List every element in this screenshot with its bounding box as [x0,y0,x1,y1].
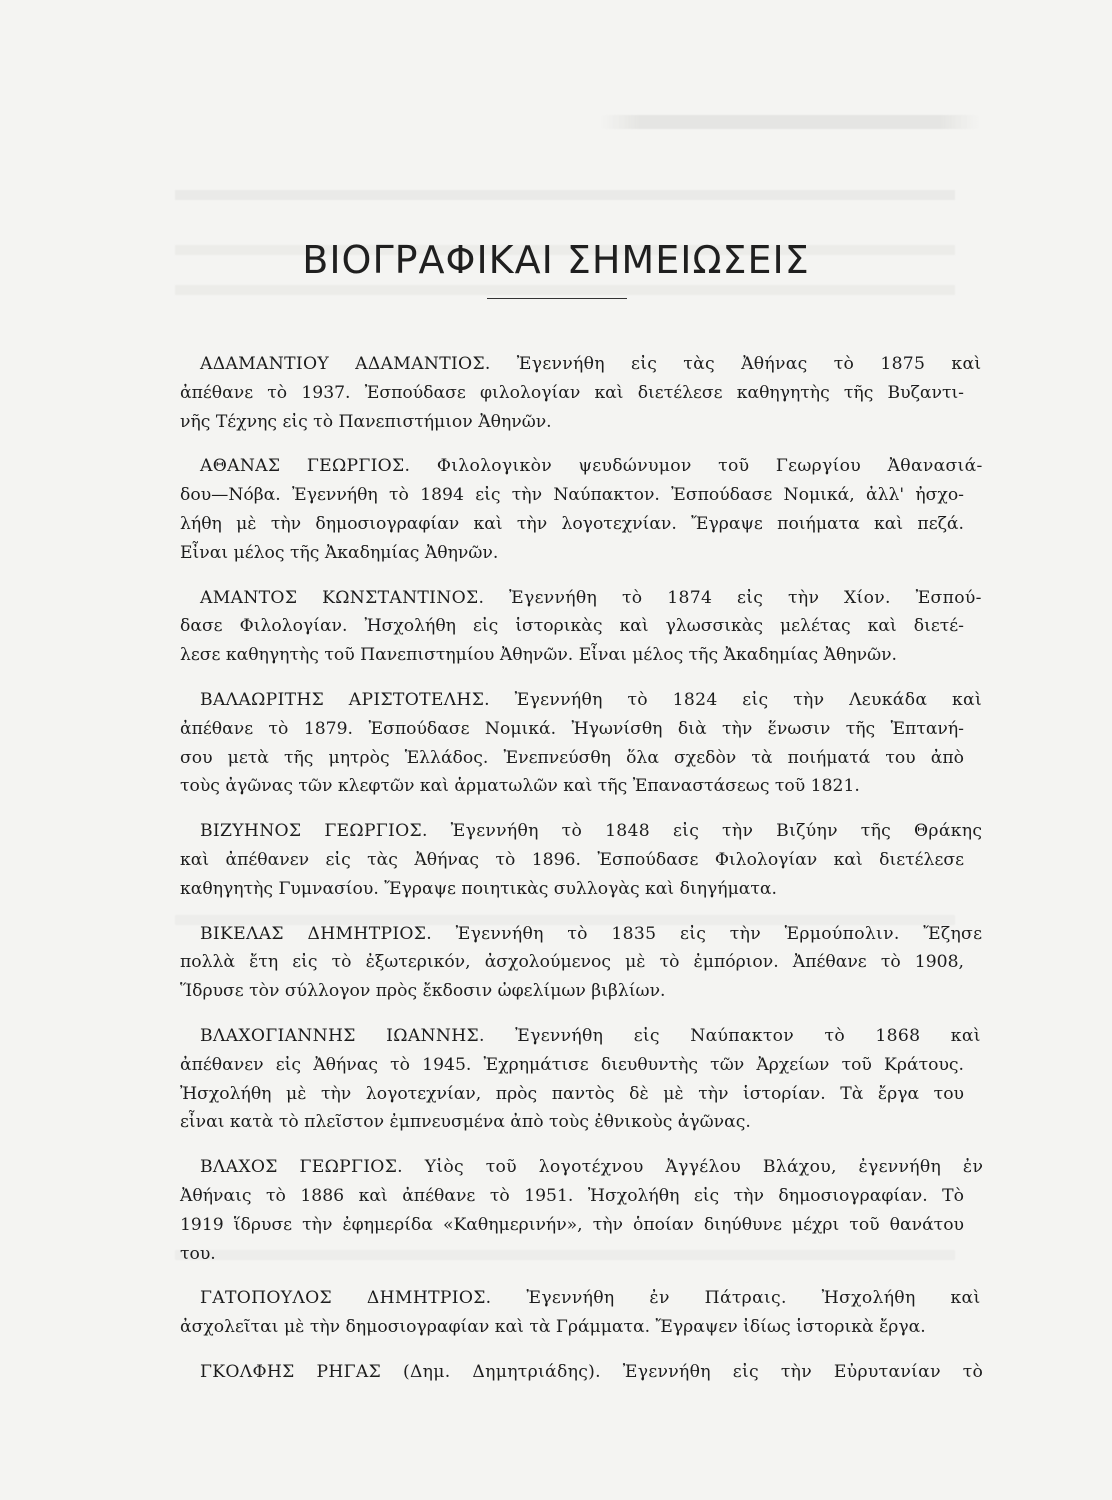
biography-entry [180,1284,981,1342]
entry-line: ΒΑΛΑΩΡΙΤΗΣ ΑΡΙΣΤΟΤΕΛΗΣ. Ἐγεννήθη τὸ 1824 εἰς τὴν Λευκάδα καὶ [200,689,982,710]
biography-entry [180,1022,981,1137]
entry-line: τοὺς ἀγῶνας τῶν κλεφτῶν καὶ ἁρματωλῶν καὶ τῆς Ἐπαναστάσεως τοῦ 1821. [180,776,860,797]
entry-line: λεσε καθηγητὴς τοῦ Πανεπιστημίου Ἀθηνῶν. Εἶναι μέλος τῆς Ἀκαδημίας Ἀθηνῶν. [180,645,897,666]
entry-line: ἀπέθανε τὸ 1937. Ἐσπούδασε φιλολογίαν καὶ διετέλεσε καθηγητὴς τῆς Βυζαντι- [180,382,964,403]
entry-line: ἀσχολεῖται μὲ τὴν δημοσιογραφίαν καὶ τὰ Γράμματα. Ἔγραψεν ἰδίως ἱστορικὰ ἔργα. [180,1317,926,1338]
entry-line: ΒΛΑΧΟΓΙΑΝΝΗΣ ΙΩΑΝΝΗΣ. Ἐγεννήθη εἰς Ναύπακτον τὸ 1868 καὶ [200,1025,981,1046]
entry-line: δου—Νόβα. Ἐγεννήθη τὸ 1894 εἰς τὴν Ναύπακτον. Ἐσπούδασε Νομικά, ἀλλ' ἠσχο- [180,485,964,506]
entry-line: εἶναι κατὰ τὸ πλεῖστον ἐμπνευσμένα ἀπὸ τοὺς ἐθνικοὺς ἀγῶνας. [180,1112,751,1133]
reverse-side-show-through [175,285,955,295]
biography-entry [180,350,982,436]
entry-line: ΑΜΑΝΤΟΣ ΚΩΝΣΤΑΝΤΙΝΟΣ. Ἐγεννήθη τὸ 1874 εἰς τὴν Χίον. Ἐσπού- [200,587,982,608]
biography-entry [180,1153,984,1268]
entry-line: Εἶναι μέλος τῆς Ἀκαδημίας Ἀθηνῶν. [180,542,499,563]
biography-entry [180,817,983,903]
entry-line: ΒΙΚΕΛΑΣ ΔΗΜΗΤΡΙΟΣ. Ἐγεννήθη τὸ 1835 εἰς τὴν Ἑρμούπολιν. Ἔζησε [200,923,983,944]
entry-line: πολλὰ ἔτη εἰς τὸ ἐξωτερικόν, ἀσχολούμενος μὲ τὸ ἐμπόριον. Ἀπέθανε τὸ 1908, [180,952,964,973]
page-title: ΒΙΟΓΡΑΦΙΚΑΙ ΣΗΜΕΙΩΣΕΙΣ [302,238,810,282]
reverse-side-show-through [600,115,980,129]
entry-line: νῆς Τέχνης εἰς τὸ Πανεπιστήμιον Ἀθηνῶν. [180,411,552,432]
entry-line: ἀπέθανεν εἰς Ἀθήνας τὸ 1945. Ἐχρημάτισε διευθυντὴς τῶν Ἀρχείων τοῦ Κράτους. [180,1054,964,1075]
reverse-side-show-through [175,190,955,200]
entry-line: ἀπέθανε τὸ 1879. Ἐσπούδασε Νομικά. Ἠγωνίσθη διὰ τὴν ἕνωσιν τῆς Ἑπτανή- [180,718,964,739]
entry-line: σου μετὰ τῆς μητρὸς Ἑλλάδος. Ἐνεπνεύσθη ὅλα σχεδὸν τὰ ποιήματά του ἀπὸ [180,747,964,768]
entry-line: δασε Φιλολογίαν. Ἠσχολήθη εἰς ἱστορικὰς καὶ γλωσσικὰς μελέτας καὶ διετέ- [180,616,964,637]
entry-line: ΑΔΑΜΑΝΤΙΟΥ ΑΔΑΜΑΝΤΙΟΣ. Ἐγεννήθη εἰς τὰς Ἀθήνας τὸ 1875 καὶ [200,354,982,374]
entry-line: ΒΛΑΧΟΣ ΓΕΩΡΓΙΟΣ. Υἱὸς τοῦ λογοτέχνου Ἀγγέλου Βλάχου, ἐγεννήθη ἐν [200,1157,984,1178]
entry-line: ΑΘΑΝΑΣ ΓΕΩΡΓΙΟΣ. Φιλολογικὸν ψευδώνυμον τοῦ Γεωργίου Ἀθανασιά- [200,456,983,477]
entry-line: Ἵδρυσε τὸν σύλλογον πρὸς ἔκδοσιν ὠφελίμων βιβλίων. [180,981,666,1002]
biography-entry [180,1358,984,1387]
entry-line: ΓΚΟΛΦΗΣ ΡΗΓΑΣ (Δημ. Δημητριάδης). Ἐγεννήθη εἰς τὴν Εὐρυτανίαν τὸ [200,1361,984,1382]
title-divider [487,298,627,299]
entry-line: καθηγητὴς Γυμνασίου. Ἔγραψε ποιητικὰς συλλογὰς καὶ διηγήματα. [180,878,777,899]
entry-line: ΓΑΤΟΠΟΥΛΟΣ ΔΗΜΗΤΡΙΟΣ. Ἐγεννήθη ἐν Πάτραις. Ἠσχολήθη καὶ [200,1288,981,1309]
entry-line: Ἀθήναις τὸ 1886 καὶ ἀπέθανε τὸ 1951. Ἠσχολήθη εἰς τὴν δημοσιογραφίαν. Τὸ [180,1185,964,1206]
biography-entry [180,452,983,567]
biography-entry [180,686,982,801]
entry-line: του. [180,1243,216,1264]
entry-line: καὶ ἀπέθανεν εἰς τὰς Ἀθήνας τὸ 1896. Ἐσπούδασε Φιλολογίαν καὶ διετέλεσε [180,849,964,870]
entry-line: Ἠσχολήθη μὲ τὴν λογοτεχνίαν, πρὸς παντὸς δὲ μὲ τὴν ἱστορίαν. Τὰ ἔργα του [180,1083,964,1104]
biography-entry [180,920,983,1006]
biography-entries [180,350,984,1387]
entry-line: 1919 ἵδρυσε τὴν ἐφημερίδα «Καθημερινήν», τὴν ὁποίαν διηύθυνε μέχρι τοῦ θανάτου [180,1214,964,1235]
biography-entry [180,584,982,670]
entry-line: λήθη μὲ τὴν δημοσιογραφίαν καὶ τὴν λογοτεχνίαν. Ἔγραψε ποιήματα καὶ πεζά. [180,513,964,534]
entry-line: ΒΙΖΥΗΝΟΣ ΓΕΩΡΓΙΟΣ. Ἐγεννήθη τὸ 1848 εἰς τὴν Βιζύην τῆς Θράκης [200,821,983,842]
